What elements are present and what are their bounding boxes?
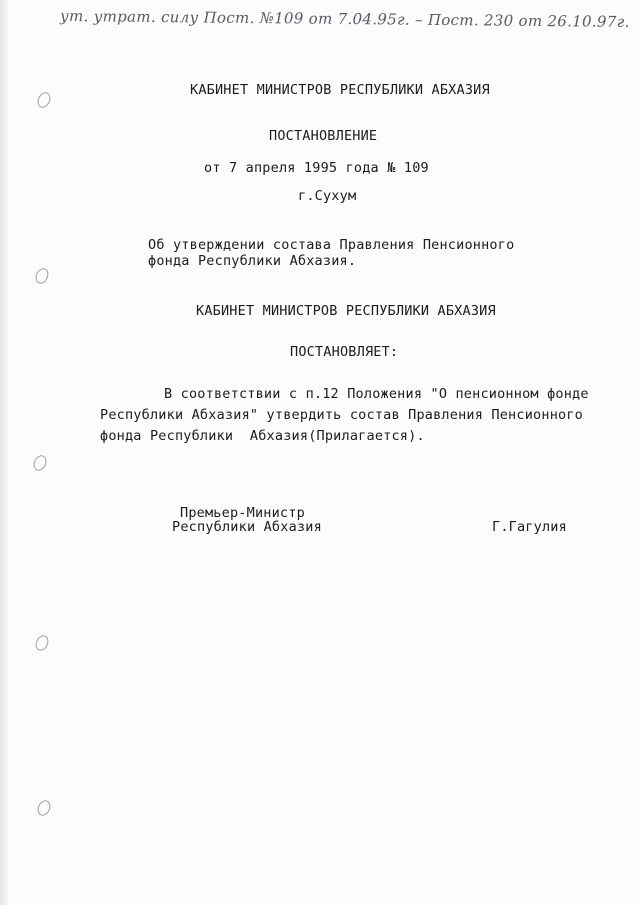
scan-edge-shadow [0, 0, 10, 905]
date-and-number: от 7 апреля 1995 года № 109 [204, 160, 429, 176]
document-type: ПОСТАНОВЛЕНИЕ [269, 128, 378, 144]
paragraph-line-1: В соответствии с п.12 Положения "О пенсионном фонде [164, 386, 589, 402]
issuing-authority-repeat: КАБИНЕТ МИНИСТРОВ РЕСПУБЛИКИ АБХАЗИЯ [196, 303, 496, 319]
city: г.Сухум [298, 188, 357, 204]
signatory-title-line-1: Премьер-Министр [180, 505, 305, 521]
paragraph-line-3: фонда Республики Абхазия(Прилагается). [100, 428, 425, 444]
paragraph-line-2: Республики Абхазия" утвердить состав Правления Пенсионного [100, 407, 584, 423]
handwritten-annotation: ут. утрат. силу Пост. №109 от 7.04.95г. – Пост. 230 от 26.10.97г. [59, 6, 630, 31]
issuing-authority: КАБИНЕТ МИНИСТРОВ РЕСПУБЛИКИ АБХАЗИЯ [190, 82, 490, 98]
signatory-name: Г.Гагулия [492, 519, 567, 535]
punch-hole-mark [33, 266, 51, 286]
decree-word: ПОСТАНОВЛЯЕТ: [290, 344, 399, 360]
punch-hole-mark [33, 633, 51, 653]
punch-hole-mark [35, 798, 53, 818]
subject-line-2: фонда Республики Абхазия. [148, 253, 357, 269]
punch-hole-mark [31, 453, 49, 473]
subject-line-1: Об утверждении состава Правления Пенсионного [148, 237, 515, 253]
punch-hole-mark [35, 90, 53, 110]
signatory-title-line-2: Республики Абхазия [172, 519, 322, 535]
